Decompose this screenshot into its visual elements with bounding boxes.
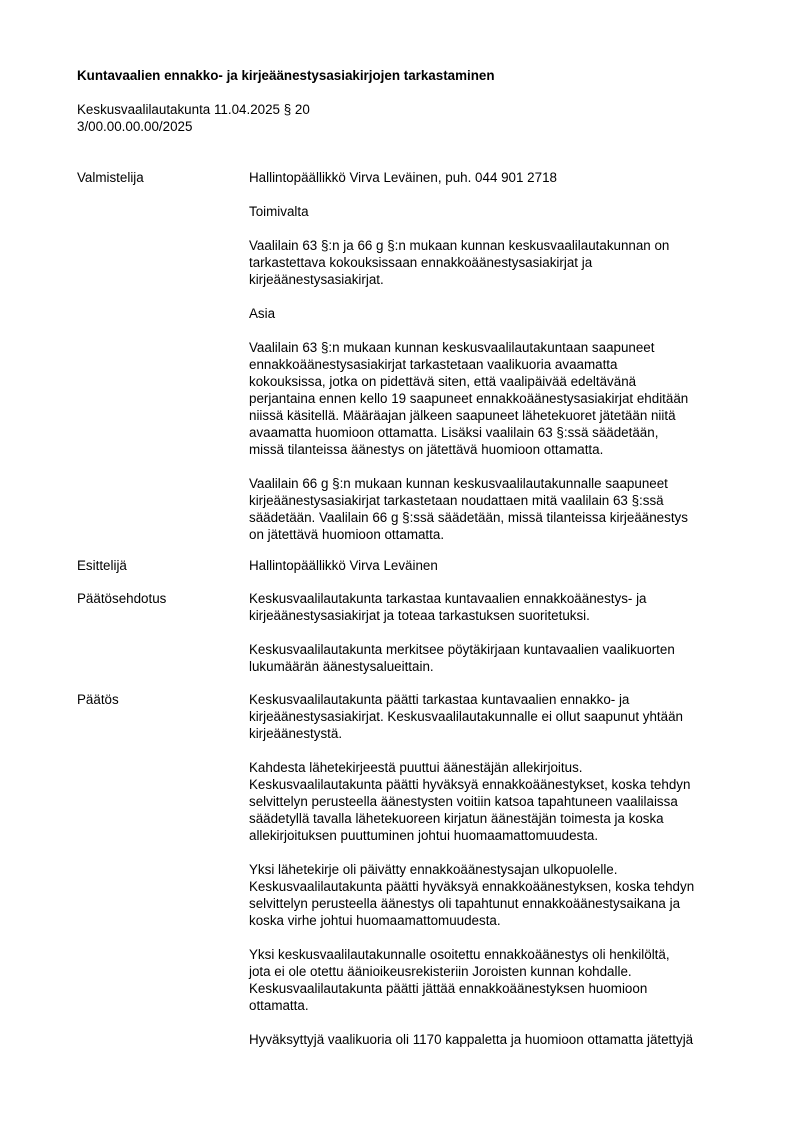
text-line: missä tilanteissa äänestys on jätettävä huomioon ottamatta. [249, 442, 604, 457]
record-id: 3/00.00.00.00/2025 [77, 119, 193, 134]
text-line: Kahdesta lähetekirjeestä puuttui äänestäjän allekirjoitus. [249, 760, 583, 775]
paragraph [249, 590, 744, 624]
text-line: kirjeäänestysasiakirjat. Keskusvaalilautakunnalle ei ollut saapunut yhtään [249, 709, 683, 724]
text-line: Keskusvaalilautakunta merkitsee pöytäkirjaan kuntavaalien vaalikuorten [249, 642, 675, 657]
text-line: allekirjoituksen puuttuminen johtui huomaamattomuudesta. [249, 828, 599, 843]
section-content [249, 691, 744, 1048]
paragraph [249, 946, 744, 1014]
text-line: kirjeäänestysasiakirjat. [249, 272, 384, 287]
text-line: perjantaina ennen kello 19 saapuneet ennakkoäänestysasiakirjat ehditään [249, 391, 689, 406]
text-line: ottamatta. [249, 998, 309, 1013]
text-line: säädetyllä tavalla lähetekuoreen kirjatun äänestäjän toimesta ja koska [249, 811, 664, 826]
text-line: tarkastettava kokouksissaan ennakkoäänestysasiakirjat ja [249, 255, 593, 270]
paragraph [249, 305, 744, 322]
section-content [249, 557, 744, 574]
paragraph [249, 339, 744, 458]
section-content [249, 590, 744, 675]
text-line: lukumäärän äänestysalueittain. [249, 659, 434, 674]
text-line: Vaalilain 63 §:n ja 66 g §:n mukaan kunnan keskusvaalilautakunnan on [249, 238, 670, 253]
paragraph [249, 861, 744, 929]
section-label: Esittelijä [77, 558, 127, 573]
paragraph [249, 169, 744, 186]
text-line: Hallintopäällikkö Virva Leväinen [249, 558, 438, 573]
text-line: Keskusvaalilautakunta tarkastaa kuntavaalien ennakkoäänestys- ja [249, 591, 647, 606]
text-line: avaamatta huomioon ottamatta. Lisäksi vaalilain 63 §:ssä säädetään, [249, 425, 659, 440]
text-line: säädetään. Vaalilain 66 g §:ssä säädetään, missä tilanteissa kirjeäänestys [249, 510, 688, 525]
text-line: selvittelyn perusteella äänestysten voitiin katsoa tapahtuneen vaalilaissa [249, 794, 678, 809]
text-line: kokouksissa, jotka on pidettävä siten, että vaalipäivää edeltävänä [249, 374, 637, 389]
text-line: Hyväksyttyjä vaalikuoria oli 1170 kappaletta ja huomioon ottamatta jätettyjä [249, 1032, 694, 1047]
paragraph [249, 641, 744, 675]
paragraph [249, 1031, 744, 1048]
text-line: Keskusvaalilautakunta päätti tarkastaa kuntavaalien ennakko- ja [249, 692, 630, 707]
section-content [249, 169, 744, 543]
text-line: Asia [249, 306, 276, 321]
text-line: Vaalilain 63 §:n mukaan kunnan keskusvaalilautakuntaan saapuneet [249, 340, 655, 355]
text-line: on jätettävä huomioon ottamatta. [249, 527, 445, 542]
text-line: Toimivalta [249, 204, 309, 219]
document-meta [77, 101, 757, 135]
paragraph [249, 475, 744, 543]
text-line: Keskusvaalilautakunta päätti jättää ennakkoäänestyksen huomioon [249, 981, 648, 996]
text-line: Keskusvaalilautakunta päätti hyväksyä ennakkoäänestyksen, koska tehdyn [249, 879, 695, 894]
section-label: Päätösehdotus [77, 591, 167, 606]
text-line: selvittelyn perusteella äänestys oli tapahtunut ennakkoäänestysaikana ja [249, 896, 681, 911]
text-line: Yksi lähetekirje oli päivätty ennakkoäänestysajan ulkopuolelle. [249, 862, 618, 877]
text-line: kirjeäänestysasiakirjat ja toteaa tarkastuksen suoritetuksi. [249, 608, 590, 623]
text-line: jota ei ole otettu äänioikeusrekisteriin Joroisten kunnan kohdalle. [249, 964, 632, 979]
text-line: Vaalilain 66 g §:n mukaan kunnan keskusvaalilautakunnalle saapuneet [249, 476, 668, 491]
section-label: Päätös [77, 692, 119, 707]
paragraph [249, 237, 744, 288]
text-line: Hallintopäällikkö Virva Leväinen, puh. 044 901 2718 [249, 170, 557, 185]
section-label: Valmistelija [77, 170, 144, 185]
paragraph [249, 759, 744, 844]
meeting-reference: Keskusvaalilautakunta 11.04.2025 § 20 [77, 102, 310, 117]
text-line: ennakkoäänestysasiakirjat tarkastetaan vaalikuoria avaamatta [249, 357, 618, 372]
text-line: Keskusvaalilautakunta päätti hyväksyä ennakkoäänestykset, koska tehdyn [249, 777, 691, 792]
document-title: Kuntavaalien ennakko- ja kirjeäänestysasiakirjojen tarkastaminen [77, 68, 495, 83]
text-line: niissä käsitellä. Määräajan jälkeen saapuneet lähetekuoret jätetään niitä [249, 408, 676, 423]
text-line: Yksi keskusvaalilautakunnalle osoitettu ennakkoäänestys oli henkilöltä, [249, 947, 670, 962]
paragraph [249, 203, 744, 220]
text-line: kirjeäänestysasiakirjat tarkastetaan noudattaen mitä vaalilain 63 §:ssä [249, 493, 664, 508]
text-line: kirjeäänestystä. [249, 726, 343, 741]
paragraph [249, 557, 744, 574]
paragraph [249, 691, 744, 742]
text-line: koska virhe johtui huomaamattomuudesta. [249, 913, 501, 928]
